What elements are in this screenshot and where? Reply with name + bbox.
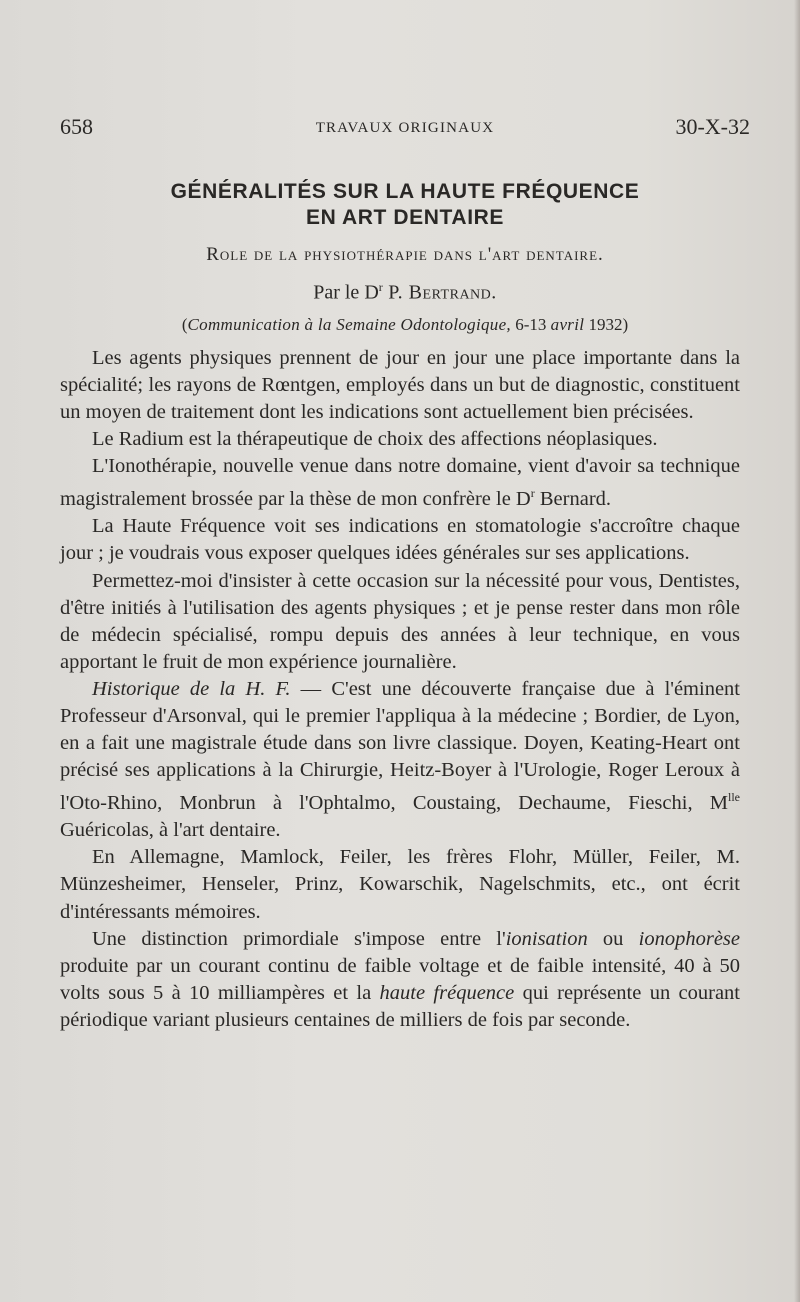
term-ionophorese: ionophorèse: [638, 927, 740, 950]
paragraph-3-text-b: Bernard.: [534, 488, 612, 511]
paragraph-4: La Haute Fréquence voit ses indications en stomatologie s'accroître chaque jour ; je voudrais vous exposer quelques idées générales sur ses applications.: [60, 515, 740, 565]
paragraph-8-text-b: ou: [587, 927, 639, 950]
communication-note: [60, 315, 750, 335]
term-ionisation: ionisation: [505, 927, 588, 950]
paragraph-2: Le Radium est la thérapeutique de choix des affections néoplasiques.: [92, 428, 658, 451]
paragraph-8-text-c: produite par un courant continu de faible voltage et de faible intensité, 40 à 50 volts sous 5 à 10 milliampères et la: [60, 954, 740, 1004]
page-number: 658: [60, 114, 93, 139]
paragraph-1: Les agents physiques prennent de jour en jour une place importante dans la spécialité; les rayons de Rœntgen, employés dans un but de diagnostic, constituent un moyen de traitement dont les indications sont actuellement bien précisées.: [60, 347, 740, 424]
comm-year: 1932): [584, 315, 629, 334]
article-body: [60, 345, 740, 1034]
byline: [60, 280, 750, 305]
term-haute-frequence: haute fréquence: [379, 981, 515, 1004]
paragraph-6-text-a: — C'est une découverte française due à l'éminent Professeur d'Arsonval, qui le premier l'appliqua à la médecine ; Bordier, de Lyon, en a fait une magistrale étude dans son livre classique. Doyen, Keating-Heart ont précisé ses applications à la Chirurgie, Heitz-Boyer à l'Urologie, Roger Leroux à l'Oto-Rhino, Monbrun à l'Ophtalmo, Coustaing, Dechaume, Fieschi, M: [60, 677, 740, 815]
paragraph-8-text-d: qui représente un courant périodique variant plusieurs centaines de milliers de fois par seconde.: [60, 981, 741, 1031]
section-heading-historique: Historique de la H. F.: [92, 677, 291, 700]
article-title-line-2: EN ART DENTAIRE: [306, 206, 504, 229]
article-title-line-1: GÉNÉRALITÉS SUR LA HAUTE FRÉQUENCE: [170, 180, 640, 203]
comm-venue: Communication à la Semaine Odontologique,: [187, 315, 511, 334]
paragraph-3-text-a: L'Ionothérapie, nouvelle venue dans notre domaine, vient d'avoir sa technique magistralement brossée par la thèse de mon confrère le D: [60, 455, 740, 511]
byline-superscript: r: [378, 280, 383, 294]
paragraph-8-text-a: Une distinction primordiale s'impose entre l': [92, 927, 506, 950]
paragraph-8: [60, 926, 740, 1034]
paragraph-6: [60, 676, 740, 844]
paragraph-7: En Allemagne, Mamlock, Feiler, les frères Flohr, Müller, Feiler, M. Münzesheimer, Henseler, Prinz, Kowarschik, Nagelschmits, etc., ont écrit d'intéressants mémoires.: [60, 846, 740, 923]
author-name: P. Bertrand.: [382, 281, 497, 304]
comm-month: avril: [550, 315, 585, 334]
paragraph-6-superscript: lle: [728, 790, 740, 805]
paragraph-3: [60, 453, 740, 513]
article-subtitle: Role de la physiothérapie dans l'art dentaire.: [206, 244, 604, 265]
paragraph-6-text-b: Guéricolas, à l'art dentaire.: [60, 819, 281, 842]
paragraph-5: Permettez-moi d'insister à cette occasion sur la nécessité pour vous, Dentistes, d'être initiés à l'utilisation des agents physiques ; et je pense rester dans mon rôle de médecin spécialisé, rompu depuis des années à leur technique, en vous apportant le fruit de mon expérience journalière.: [60, 569, 740, 673]
page-edge-shadow: [794, 0, 800, 1302]
running-header: [60, 114, 750, 144]
issue-date: 30-X-32: [675, 114, 750, 139]
comm-dates: 6-13: [510, 315, 551, 334]
byline-prefix: Par le D: [313, 281, 379, 304]
paragraph-3-superscript: r: [530, 486, 535, 501]
running-title: TRAVAUX ORIGINAUX: [315, 120, 495, 136]
comm-open-paren: (: [181, 315, 188, 334]
